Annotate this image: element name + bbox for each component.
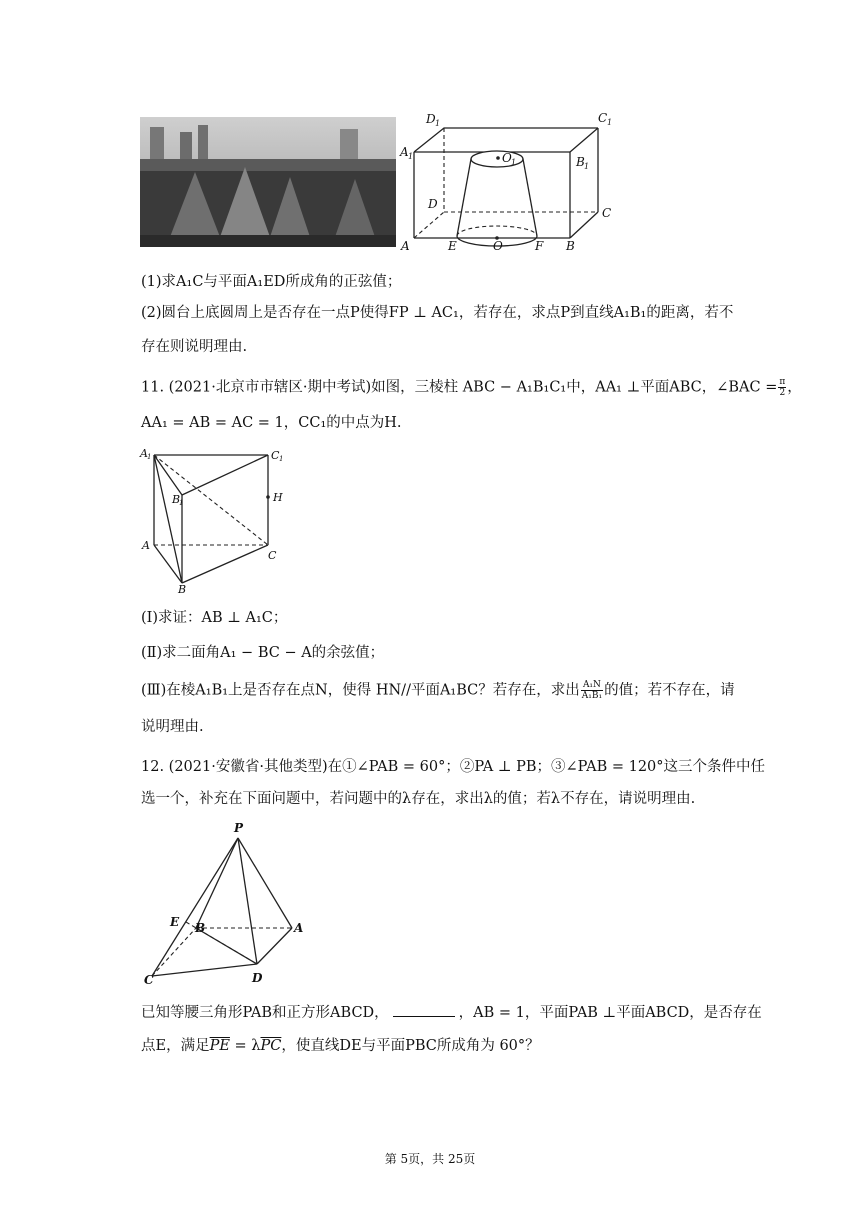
svg-text:1: 1: [147, 453, 152, 461]
label-H: H: [273, 491, 283, 504]
label-C1: C: [271, 449, 280, 462]
q11-line1-suffix: ，: [787, 379, 802, 396]
q11-part1: (Ⅰ)求证：AB ⊥ A₁C；: [141, 610, 288, 626]
label-C: C: [144, 973, 154, 986]
label-D1: D: [426, 112, 436, 126]
label-O: O: [493, 239, 503, 253]
q11-line2: AA₁ = AB = AC = 1，CC₁的中点为H.: [141, 415, 402, 431]
q10-part1: (1)求A₁C与平面A₁ED所成角的正弦值；: [141, 274, 402, 290]
q11-prism-diagram: [138, 445, 298, 593]
q11-line1-prefix: 11. (2021·北京市市辖区·期中考试)如图，三棱柱 ABC − A₁B₁C₁中，AA₁ ⊥平面ABC，∠BAC =: [141, 379, 778, 396]
q11-frac-num: A₁N: [581, 680, 603, 691]
svg-text:1: 1: [435, 119, 441, 128]
svg-text:1: 1: [179, 499, 184, 507]
q10-frustum-diagram: [398, 108, 628, 256]
q12-eq: = λ: [229, 1038, 261, 1054]
condition-blank: [393, 1002, 455, 1017]
label-A: A: [401, 239, 410, 253]
svg-text:1: 1: [279, 455, 284, 463]
label-A1: A: [140, 447, 148, 460]
label-D: D: [252, 971, 263, 985]
svg-text:1: 1: [607, 118, 613, 127]
label-P: P: [234, 821, 244, 835]
label-B1: B: [172, 493, 181, 506]
q12-line4: [141, 1036, 540, 1056]
label-A: A: [142, 539, 150, 552]
label-A: A: [294, 921, 304, 935]
q11-part2: (Ⅱ)求二面角A₁ − BC − A的余弦值；: [141, 645, 385, 661]
q12-line2: 选一个，补充在下面问题中，若问题中的λ存在，求出λ的值；若λ不存在，请说明理由.: [141, 791, 696, 807]
label-E: E: [448, 239, 457, 253]
svg-text:1: 1: [511, 158, 517, 167]
q11-part3-prefix: (Ⅲ)在棱A₁B₁上是否存在点N，使得 HN//平面A₁BC？若存在，求出: [141, 682, 580, 699]
q11-pi-fraction: [778, 377, 786, 398]
label-C: C: [602, 206, 612, 220]
q11-ratio-fraction: [581, 680, 603, 701]
q11-part3: [141, 680, 735, 701]
q10-part2-line1: (2)圆台上底圆周上是否存在一点P使得FP ⊥ AC₁，若存在，求点P到直线A₁B₁的距离，若不: [141, 305, 734, 321]
q11-part3-suffix: 的值；若不存在，请: [604, 682, 735, 699]
q12-line3: [141, 1002, 762, 1023]
vector-PE: $\overline{PE}$: [209, 1038, 230, 1054]
q12-line4-suffix: ，使直线DE与平面PBC所成角为 60°？: [281, 1038, 540, 1054]
q11-line1: [141, 377, 802, 398]
vector-PC: $\overline{PC}$: [260, 1038, 282, 1054]
q12-pyramid-diagram: [140, 818, 320, 986]
label-B1: B: [576, 155, 585, 169]
label-F: F: [535, 239, 544, 253]
q12-line3-suffix: ，AB = 1，平面PAB ⊥平面ABCD，是否存在: [458, 1005, 762, 1021]
q10-photo: [140, 117, 396, 247]
label-A1: A: [400, 145, 409, 159]
q12-line3-prefix: 已知等腰三角形PAB和正方形ABCD，: [141, 1005, 389, 1021]
svg-text:1: 1: [408, 152, 414, 161]
label-E: E: [170, 915, 180, 929]
label-B: B: [566, 239, 575, 253]
label-C1: C: [598, 111, 608, 125]
label-C: C: [268, 549, 277, 562]
q11-part3-line2: 说明理由.: [141, 719, 204, 735]
q12-line1: 12. (2021·安徽省·其他类型)在①∠PAB = 60°；②PA ⊥ PB；③∠PAB = 120°这三个条件中任: [141, 759, 766, 775]
svg-text:1: 1: [584, 162, 590, 171]
page-footer: 第 5页，共 25页: [384, 1152, 476, 1166]
label-O1: O: [502, 151, 512, 165]
q11-pi-num: π: [779, 377, 786, 387]
label-B: B: [178, 583, 187, 593]
label-B: B: [195, 921, 206, 935]
label-D: D: [428, 197, 438, 211]
building-photo-image: [140, 117, 396, 247]
q12-line4-prefix: 点E，满足: [141, 1038, 210, 1054]
q11-pi-den: 2: [779, 388, 786, 398]
q10-part2-line2: 存在则说明理由.: [141, 339, 248, 355]
q11-frac-den: A₁B₁: [581, 691, 603, 701]
